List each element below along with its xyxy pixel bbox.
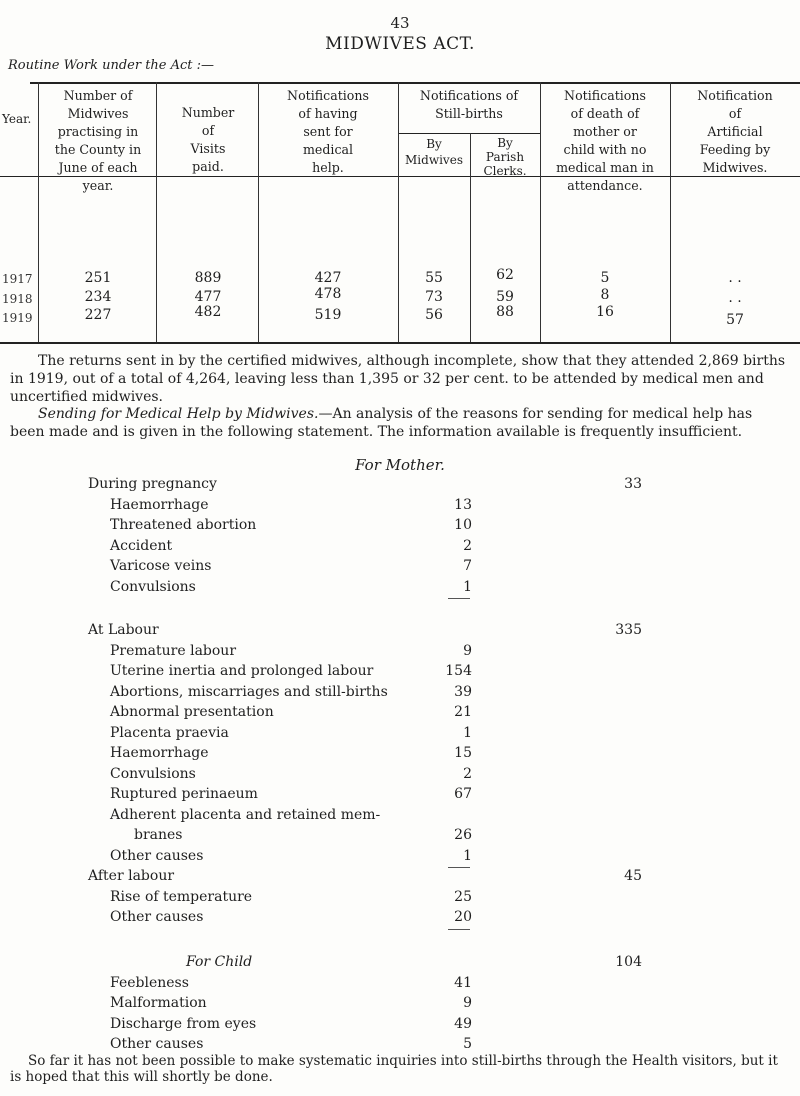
list-item-value: 9 xyxy=(463,642,472,659)
list-item-value: 13 xyxy=(454,496,472,513)
list-item-label: Premature labour xyxy=(110,642,237,659)
list-item-value: 25 xyxy=(454,888,472,905)
list-item xyxy=(110,995,472,1015)
pregnancy-total: 33 xyxy=(624,476,642,492)
table-cell: 227 xyxy=(84,307,112,323)
table-cell: 482 xyxy=(194,304,222,320)
stillbirth-sub-rule xyxy=(398,133,540,134)
list-item-value: 39 xyxy=(454,683,472,700)
labour-total-row xyxy=(88,622,642,642)
list-item-label: Abortions, miscarriages and still-births xyxy=(110,683,388,700)
list-item-label: Adherent placenta and retained mem- xyxy=(110,806,381,823)
header-midwives: Number of Midwives practising in the County in June of each year. xyxy=(54,88,142,193)
header-deaths: Notifications of death of mother or child with no medical man in attendance. xyxy=(556,88,654,193)
notifications-table xyxy=(0,82,800,350)
list-item-label: Convulsions xyxy=(110,765,196,782)
list-item xyxy=(110,643,472,663)
list-item xyxy=(110,497,472,517)
table-cell: . . xyxy=(728,270,742,286)
list-item-label: Uterine inertia and prolonged labour xyxy=(110,663,374,679)
list-item-value: 10 xyxy=(454,517,472,533)
table-cell: . . xyxy=(728,290,742,306)
list-item-label: Discharge from eyes xyxy=(110,1015,257,1032)
list-item xyxy=(110,766,472,786)
table-cell: 62 xyxy=(496,267,514,283)
list-item-value: 5 xyxy=(463,1036,472,1052)
header-sb-clerks: By Parish Clerks. xyxy=(483,136,527,178)
list-item xyxy=(110,807,472,827)
list-item-label: Ruptured perinaeum xyxy=(110,786,258,802)
for-mother-heading: For Mother. xyxy=(355,456,445,474)
list-item xyxy=(110,1016,472,1036)
table-cell: 427 xyxy=(314,270,342,286)
list-item-label: Placenta praevia xyxy=(110,724,229,741)
list-item xyxy=(110,579,472,599)
list-item-value: 1 xyxy=(463,578,472,595)
list-item-label: Abnormal presentation xyxy=(110,704,274,720)
year-header: Year. xyxy=(2,112,32,126)
list-item-label: Feebleness xyxy=(110,974,189,991)
table-cell: 88 xyxy=(496,304,514,320)
list-item xyxy=(110,889,472,909)
sending-title: Sending for Medical Help by Midwives. xyxy=(38,406,319,422)
list-item-value: 1 xyxy=(463,847,472,864)
list-item-value: 2 xyxy=(463,765,472,782)
list-item-label: Malformation xyxy=(110,995,207,1011)
table-cell: 519 xyxy=(314,307,342,323)
table-cell: 55 xyxy=(425,270,443,286)
after_labour-heading: After labour xyxy=(88,868,175,884)
table-cell: 478 xyxy=(314,286,342,302)
row-year: 1918 xyxy=(2,292,33,306)
row-year: 1917 xyxy=(2,272,33,286)
list-item-label: Haemorrhage xyxy=(110,496,209,513)
list-item-label: Other causes xyxy=(110,909,204,925)
header-stillbirths: Notifications of Still-births xyxy=(419,88,519,121)
table-cell: 5 xyxy=(600,270,610,286)
list-item-value: 41 xyxy=(454,974,472,991)
list-item-label: Varicose veins xyxy=(110,558,212,574)
sum-rule xyxy=(448,598,470,599)
list-item-value: 20 xyxy=(454,909,472,925)
child-total-row xyxy=(186,954,642,974)
child-heading: For Child xyxy=(186,954,253,970)
table-bottom-rule xyxy=(0,342,800,344)
table-cell: 8 xyxy=(600,287,610,303)
after_labour-total: 45 xyxy=(624,868,642,884)
list-item xyxy=(134,827,472,847)
list-item xyxy=(110,538,472,558)
table-cell: 57 xyxy=(726,312,744,328)
row-year: 1919 xyxy=(2,311,33,325)
section-caption: Routine Work under the Act :— xyxy=(8,58,215,73)
list-item xyxy=(110,786,472,806)
list-item-value: 154 xyxy=(445,663,472,679)
table-cell: 59 xyxy=(496,289,514,305)
list-item xyxy=(110,704,472,724)
list-item-value: 26 xyxy=(454,827,472,843)
list-item-value: 1 xyxy=(463,724,472,741)
list-item-value: 21 xyxy=(454,704,472,720)
table-cell: 56 xyxy=(425,307,443,323)
table-cell: 251 xyxy=(84,270,112,286)
page-heading: MIDWIVES ACT. xyxy=(325,34,475,54)
page-number: 43 xyxy=(390,14,410,32)
footnote: So far it has not been possible to make systematic inquiries into still-births through the Health visitors, but it is hoped that this will shortly be done. xyxy=(10,1053,778,1085)
list-item-label: branes xyxy=(134,827,183,843)
header-medical-help: Notifications of having sent for medical help. xyxy=(287,88,369,175)
list-item xyxy=(110,975,472,995)
sending-text: —An analysis of the reasons for sending for medical help has been made and is given in the following statement. The information available is frequently insufficient. xyxy=(10,406,753,440)
list-item-label: Other causes xyxy=(110,847,204,864)
pregnancy-total-row xyxy=(88,476,642,496)
table-cell: 234 xyxy=(84,289,112,305)
list-item-label: Other causes xyxy=(110,1036,204,1052)
list-item xyxy=(110,663,472,683)
list-item-value: 7 xyxy=(463,558,472,574)
labour-heading: At Labour xyxy=(88,622,159,638)
table-cell: 73 xyxy=(425,289,443,305)
list-item-label: Threatened abortion xyxy=(110,517,257,533)
header-sb-midwives: By Midwives xyxy=(405,137,463,167)
list-item-value: 67 xyxy=(454,786,472,802)
list-item-value: 9 xyxy=(463,995,472,1011)
table-top-rule xyxy=(30,82,800,84)
list-item xyxy=(110,848,472,868)
returns-paragraph: The returns sent in by the certified midwives, although incomplete, show that they attended 2,869 births in 1919, out of a total of 4,264, leaving less than 1,395 or 32 per cent. to be attended by medical men and uncertified midwives. xyxy=(10,353,786,405)
list-item xyxy=(110,517,472,537)
labour-total: 335 xyxy=(615,622,642,638)
list-item-label: Haemorrhage xyxy=(110,745,209,761)
list-item xyxy=(110,684,472,704)
list-item xyxy=(110,725,472,745)
after_labour-total-row xyxy=(88,868,642,888)
table-cell: 16 xyxy=(596,304,614,320)
table-cell: 477 xyxy=(194,289,222,305)
sum-rule xyxy=(448,929,470,930)
list-item-label: Rise of temperature xyxy=(110,888,253,905)
pregnancy-heading: During pregnancy xyxy=(88,476,217,492)
sending-paragraph xyxy=(10,405,790,441)
list-item-value: 15 xyxy=(454,745,472,761)
list-item-label: Convulsions xyxy=(110,578,196,595)
list-item xyxy=(110,558,472,578)
child-total: 104 xyxy=(615,954,642,970)
header-visits: Number of Visits paid. xyxy=(181,105,235,174)
list-item xyxy=(110,909,472,929)
list-item xyxy=(110,745,472,765)
header-artificial: Notification of Artificial Feeding by Midwives. xyxy=(697,88,773,175)
list-item-value: 49 xyxy=(454,1015,472,1032)
list-item-value: 2 xyxy=(463,537,472,554)
table-cell: 889 xyxy=(194,270,222,286)
list-item-label: Accident xyxy=(110,537,173,554)
